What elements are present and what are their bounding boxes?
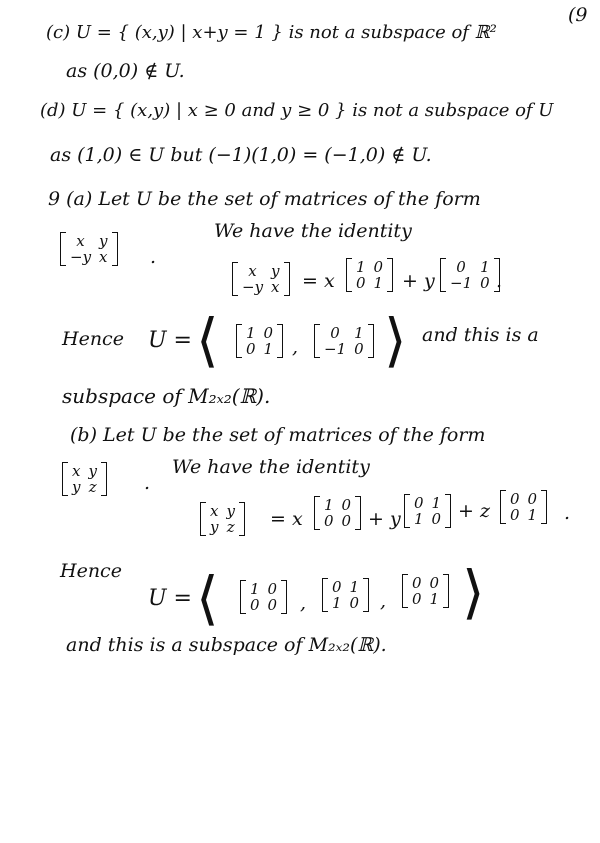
q9b-end-dot: . [564, 502, 571, 524]
comma: , [300, 592, 307, 614]
matrix-entry: 0 [412, 590, 422, 608]
matrix-entry: 0 [356, 274, 366, 292]
matrix-entry: y [99, 232, 108, 250]
q9a-subspace: subspace of M₂ₓ₂(ℝ). [62, 384, 271, 408]
matrix-entry: 1 [354, 324, 364, 342]
right-bracket [541, 490, 547, 524]
q9a-equals-x: = x [302, 270, 335, 292]
q9a-basis-matrix-1 [346, 258, 393, 292]
right-bracket [443, 574, 449, 608]
matrix-entry: 1 [250, 580, 260, 598]
matrix-entry: 0 [349, 594, 360, 612]
left-angle-bracket: ⟨ [196, 564, 219, 632]
matrix-entry: 1 [356, 258, 366, 276]
right-bracket [284, 262, 290, 296]
part-c-statement: (c) U = { (x,y) | x+y = 1 } is not a subspace of ℝ² [46, 22, 497, 43]
q9b-lhs-matrix [200, 502, 245, 536]
matrix-entry: x [271, 278, 280, 296]
matrix-entry: 1 [246, 324, 256, 342]
matrix-entry: 1 [349, 578, 360, 596]
matrix-entry: z [88, 478, 97, 496]
matrix-entry: 1 [324, 496, 334, 514]
q9a-basis-matrix-2 [440, 258, 503, 292]
q9b-conclusion: and this is a subspace of M₂ₓ₂(ℝ). [66, 634, 387, 656]
matrix-entry: 1 [431, 494, 442, 512]
matrix-entry: 0 [510, 506, 520, 524]
matrix-entry: −1 [450, 274, 473, 292]
q9b-basis-matrix-2 [404, 494, 451, 528]
right-bracket [368, 324, 374, 358]
right-bracket [277, 324, 283, 358]
q9b-identity-text: We have the identity [172, 456, 370, 478]
matrix-entry: 0 [429, 574, 440, 592]
part-d-statement: (d) U = { (x,y) | x ≥ 0 and y ≥ 0 } is not a subspace of U [40, 100, 554, 121]
matrix-entry: y [72, 478, 81, 496]
matrix-entry: z [226, 518, 235, 536]
comma: , [380, 590, 387, 612]
q9a-lhs-matrix [232, 262, 290, 296]
right-bracket [363, 578, 369, 612]
page-corner-label: (9 [568, 4, 588, 26]
matrix-entry: x [210, 502, 219, 520]
matrix-entry: 0 [263, 324, 274, 342]
q9b-span-matrix-1 [240, 580, 287, 614]
matrix-entry: 0 [267, 580, 278, 598]
matrix-entry: 1 [480, 258, 490, 276]
q9b-basis-matrix-3 [500, 490, 547, 524]
matrix-entry: −y [70, 248, 92, 266]
matrix-entry: 1 [527, 506, 538, 524]
matrix-entry: 0 [412, 574, 422, 592]
q9a-identity-text: We have the identity [214, 220, 412, 242]
matrix-entry: 0 [246, 340, 256, 358]
q9b-u-equals: U = [148, 586, 192, 611]
matrix-entry: 1 [414, 510, 424, 528]
matrix-entry: 0 [414, 494, 424, 512]
matrix-entry: y [210, 518, 219, 536]
matrix-entry: y [88, 462, 97, 480]
matrix-entry: 0 [373, 258, 384, 276]
right-angle-bracket: ⟩ [462, 558, 485, 626]
q9a-intro: 9 (a) Let U be the set of matrices of the form [48, 188, 481, 210]
q9a-and-this: and this is a [422, 324, 539, 346]
matrix-entry: y [226, 502, 235, 520]
q9b-basis-matrix-1 [314, 496, 361, 530]
matrix-entry: 0 [332, 578, 342, 596]
right-bracket [355, 496, 361, 530]
matrix-entry: 0 [510, 490, 520, 508]
matrix-entry: 0 [456, 258, 466, 276]
matrix-entry: y [271, 262, 280, 280]
q9b-span-matrix-3 [402, 574, 449, 608]
q9a-form-dot: . [150, 246, 157, 268]
matrix-entry: x [72, 462, 81, 480]
matrix-entry: 1 [373, 274, 384, 292]
q9b-equals-x: = x [270, 508, 303, 530]
part-d-reason: as (1,0) ∈ U but (−1)(1,0) = (−1,0) ∉ U. [50, 144, 432, 166]
matrix-entry: 0 [341, 512, 352, 530]
q9a-end-dot: . [496, 270, 503, 292]
matrix-entry: 0 [250, 596, 260, 614]
q9b-intro: (b) Let U be the set of matrices of the form [70, 424, 486, 446]
matrix-entry: 0 [341, 496, 352, 514]
matrix-entry: 0 [324, 512, 334, 530]
q9b-plus-z: + z [458, 500, 490, 522]
q9a-hence: Hence [62, 328, 124, 350]
right-bracket [445, 494, 451, 528]
matrix-entry: 0 [527, 490, 538, 508]
q9a-span-matrix-1 [236, 324, 283, 358]
left-angle-bracket: ⟨ [196, 306, 219, 374]
matrix-entry: 1 [263, 340, 274, 358]
right-bracket [239, 502, 245, 536]
matrix-entry: x [76, 232, 85, 250]
matrix-entry: x [248, 262, 257, 280]
matrix-entry: 1 [429, 590, 440, 608]
part-c-reason: as (0,0) ∉ U. [66, 60, 185, 82]
matrix-entry: 0 [480, 274, 490, 292]
q9a-form-matrix [60, 232, 118, 266]
right-bracket [112, 232, 118, 266]
matrix-entry: −1 [324, 340, 347, 358]
matrix-entry: x [99, 248, 108, 266]
q9b-plus-y: + y [368, 508, 401, 530]
q9a-plus-y: + y [402, 270, 435, 292]
matrix-entry: −y [242, 278, 264, 296]
right-bracket [101, 462, 107, 496]
matrix-entry: 0 [431, 510, 442, 528]
q9a-span-matrix-2 [314, 324, 374, 358]
right-angle-bracket: ⟩ [384, 306, 407, 374]
q9a-u-equals: U = [148, 328, 192, 353]
comma: , [292, 336, 299, 358]
q9b-form-matrix [62, 462, 107, 496]
right-bracket [281, 580, 287, 614]
matrix-entry: 0 [330, 324, 340, 342]
q9b-form-dot: . [144, 472, 151, 494]
matrix-entry: 0 [267, 596, 278, 614]
matrix-entry: 0 [354, 340, 364, 358]
matrix-entry: 1 [332, 594, 342, 612]
q9b-hence: Hence [60, 560, 122, 582]
right-bracket [387, 258, 393, 292]
q9b-span-matrix-2 [322, 578, 369, 612]
